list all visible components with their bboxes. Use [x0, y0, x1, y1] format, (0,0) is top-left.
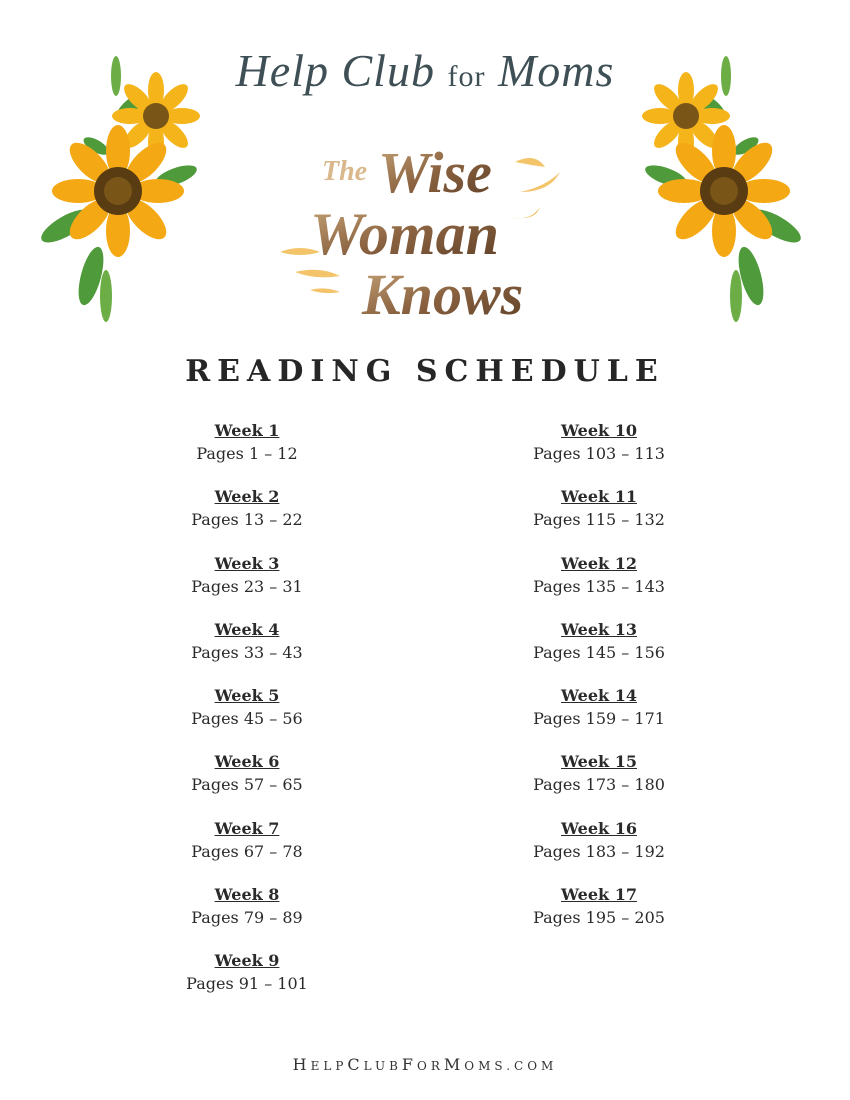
schedule-entry — [449, 486, 749, 552]
page-range: Pages 195 – 205 — [533, 908, 665, 928]
schedule-column-left — [97, 420, 397, 1017]
week-label: Week 16 — [561, 818, 637, 838]
website-url: HELPCLUBFORMOMS.COM — [292, 1055, 558, 1074]
page-heading: READING SCHEDULE — [185, 354, 665, 389]
page-range: Pages 183 – 192 — [533, 841, 665, 861]
title-word-knows: Knows — [362, 262, 524, 327]
page-range: Pages 135 – 143 — [533, 576, 665, 596]
week-label: Week 7 — [214, 818, 280, 838]
schedule-entry — [97, 950, 397, 1016]
week-label: Week 14 — [561, 686, 637, 706]
schedule-entry — [449, 751, 749, 817]
schedule-entry — [449, 420, 749, 486]
title-word-wise: Wise — [378, 140, 492, 205]
splash-right-ornament — [510, 158, 560, 218]
week-label: Week 3 — [214, 553, 280, 573]
page-range: Pages 33 – 43 — [191, 642, 303, 662]
page-range: Pages 1 – 12 — [196, 444, 298, 463]
schedule-entry — [449, 553, 749, 619]
page-range: Pages 23 – 31 — [191, 576, 303, 596]
schedule-entry — [449, 818, 749, 884]
schedule-entry — [449, 884, 749, 950]
schedule-entry — [97, 884, 397, 950]
week-label: Week 5 — [214, 686, 280, 706]
week-label: Week 13 — [561, 619, 637, 639]
week-label: Week 9 — [214, 951, 280, 971]
title-word-woman: Woman — [310, 201, 499, 267]
page-range: Pages 45 – 56 — [191, 709, 303, 729]
schedule-entry — [97, 818, 397, 884]
schedule-entry — [97, 619, 397, 685]
week-label: Week 11 — [561, 487, 637, 507]
page-range: Pages 79 – 89 — [191, 908, 303, 928]
schedule-entry — [449, 685, 749, 751]
week-label: Week 10 — [561, 421, 637, 440]
page-range: Pages 145 – 156 — [533, 642, 665, 662]
sunflower-bouquet-left — [36, 46, 216, 331]
schedule-entry — [97, 420, 397, 486]
schedule-entry — [97, 685, 397, 751]
schedule-entry — [97, 553, 397, 619]
brand-name: Help Club for Moms — [235, 45, 615, 96]
week-label: Week 6 — [214, 752, 280, 772]
sunflower-bouquet-right — [626, 46, 806, 331]
page-range: Pages 13 – 22 — [191, 510, 303, 530]
week-label: Week 12 — [561, 553, 637, 573]
page-range: Pages 173 – 180 — [533, 775, 665, 795]
week-label: Week 1 — [214, 421, 280, 440]
schedule-column-right — [449, 420, 749, 950]
week-label: Week 17 — [561, 885, 637, 905]
week-label: Week 15 — [561, 752, 637, 772]
schedule-entry — [97, 486, 397, 552]
book-title-logo — [270, 132, 580, 332]
page-range: Pages 159 – 171 — [533, 709, 665, 729]
page-range: Pages 103 – 113 — [533, 444, 665, 463]
week-label: Week 2 — [214, 487, 280, 507]
page-range: Pages 67 – 78 — [191, 841, 303, 861]
page-range: Pages 57 – 65 — [191, 775, 303, 795]
week-label: Week 8 — [214, 885, 280, 905]
page-range: Pages 91 – 101 — [186, 974, 308, 994]
sunflower-large — [52, 125, 184, 257]
title-word-the: The — [322, 156, 368, 187]
week-label: Week 4 — [214, 619, 280, 639]
page-range: Pages 115 – 132 — [533, 510, 665, 530]
schedule-entry — [449, 619, 749, 685]
schedule-entry — [97, 751, 397, 817]
